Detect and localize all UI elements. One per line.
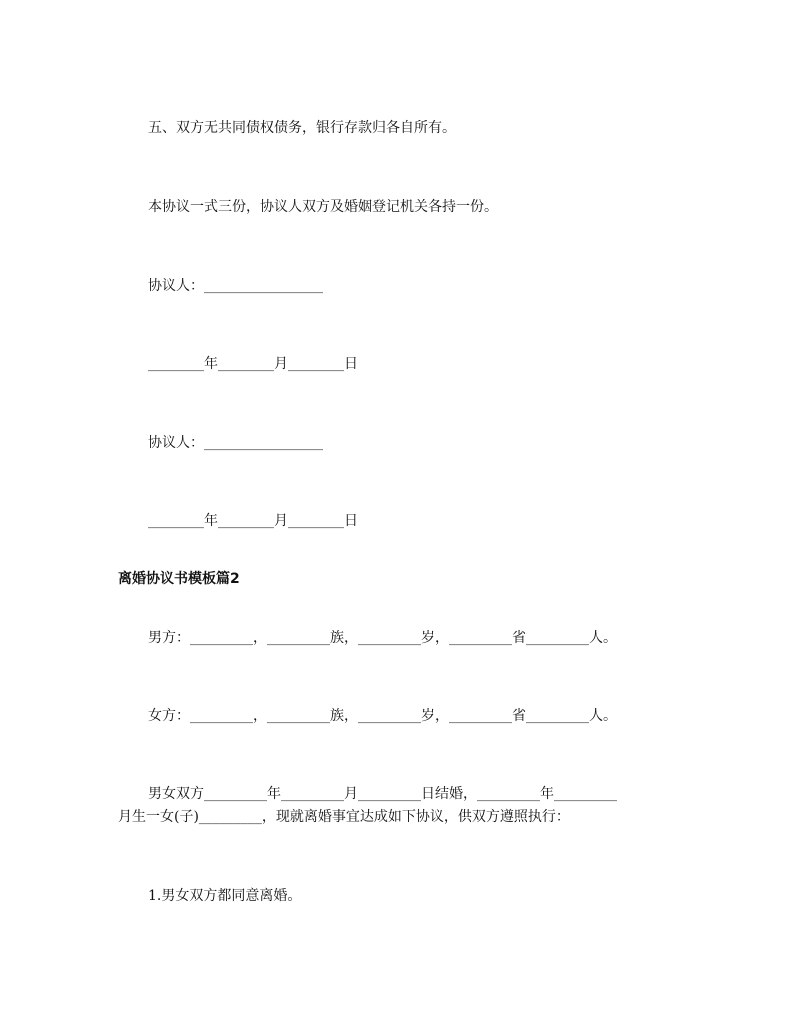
signatory-line-2: 协议人：_________________ (148, 435, 323, 451)
copies-clause: 本协议一式三份，协议人双方及婚姻登记机关各持一份。 (148, 199, 498, 215)
date-line-1: ________年________月________日 (148, 356, 358, 372)
section-heading: 离婚协议书模板篇2 (118, 571, 240, 587)
clause-five: 五、双方无共同债权债务，银行存款归各自所有。 (148, 120, 456, 136)
date-line-2: ________年________月________日 (148, 513, 358, 529)
agreement-item-1: 1.男女双方都同意离婚。 (148, 888, 302, 904)
female-party-line: 女方：_________，_________族，_________岁，_________省_________人。 (148, 708, 617, 724)
marriage-info-line-1: 男女双方_________年_________月_________日结婚，_________年_________ (148, 786, 617, 802)
signatory-line-1: 协议人：_________________ (148, 278, 323, 294)
marriage-info-line-2: 月生一女(子)_________，现就离婚事宜达成如下协议，供双方遵照执行： (118, 809, 570, 825)
male-party-line: 男方：_________，_________族，_________岁，_________省_________人。 (148, 630, 617, 646)
